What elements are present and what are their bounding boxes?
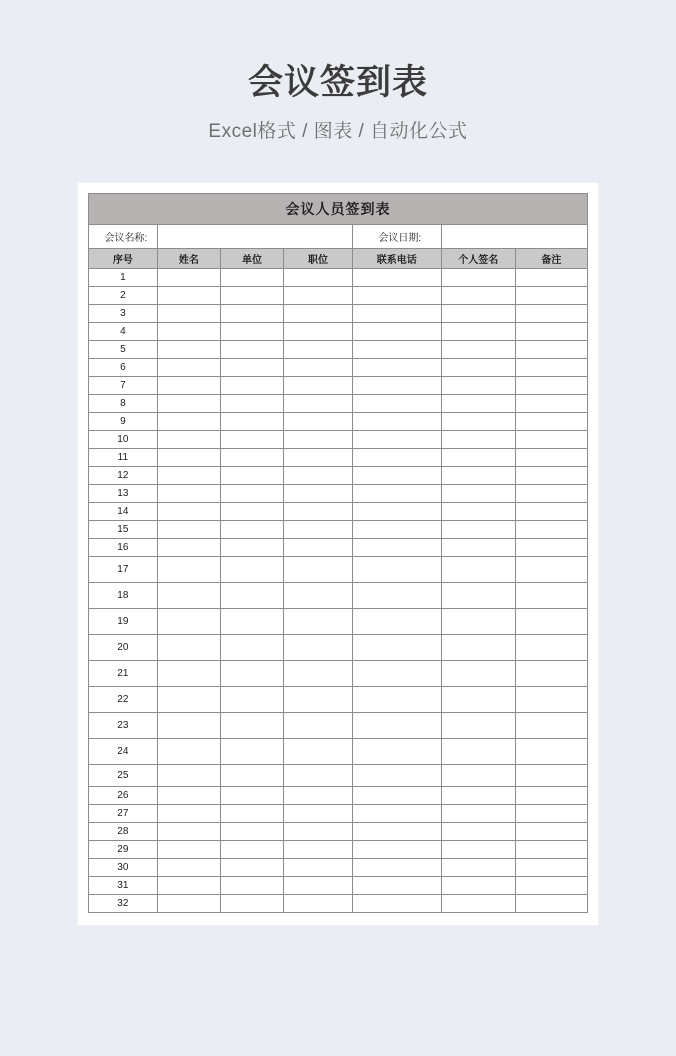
cell-name[interactable] xyxy=(157,305,220,323)
cell-phone[interactable] xyxy=(352,787,441,805)
cell-phone[interactable] xyxy=(352,431,441,449)
cell-unit[interactable] xyxy=(220,449,283,467)
cell-remark[interactable] xyxy=(515,305,587,323)
row-index: 11 xyxy=(89,449,158,467)
cell-position[interactable] xyxy=(284,713,353,739)
cell-unit[interactable] xyxy=(220,557,283,583)
cell-phone[interactable] xyxy=(352,503,441,521)
cell-phone[interactable] xyxy=(352,287,441,305)
cell-remark[interactable] xyxy=(515,805,587,823)
cell-signature[interactable] xyxy=(441,765,515,787)
cell-name[interactable] xyxy=(157,823,220,841)
cell-signature[interactable] xyxy=(441,661,515,687)
cell-phone[interactable] xyxy=(352,841,441,859)
column-header-phone: 联系电话 xyxy=(352,249,441,269)
cell-remark[interactable] xyxy=(515,859,587,877)
meeting-info-row xyxy=(89,225,588,249)
cell-name[interactable] xyxy=(157,413,220,431)
cell-remark[interactable] xyxy=(515,359,587,377)
cell-signature[interactable] xyxy=(441,713,515,739)
cell-name[interactable] xyxy=(157,713,220,739)
cell-phone[interactable] xyxy=(352,449,441,467)
cell-name[interactable] xyxy=(157,341,220,359)
table-row xyxy=(89,377,588,395)
cell-name[interactable] xyxy=(157,765,220,787)
cell-position[interactable] xyxy=(284,765,353,787)
table-row xyxy=(89,341,588,359)
cell-position[interactable] xyxy=(284,609,353,635)
cell-phone[interactable] xyxy=(352,557,441,583)
cell-name[interactable] xyxy=(157,377,220,395)
cell-signature[interactable] xyxy=(441,859,515,877)
cell-signature[interactable] xyxy=(441,635,515,661)
cell-position[interactable] xyxy=(284,805,353,823)
cell-phone[interactable] xyxy=(352,269,441,287)
row-index: 26 xyxy=(89,787,158,805)
cell-unit[interactable] xyxy=(220,323,283,341)
cell-position[interactable] xyxy=(284,661,353,687)
cell-signature[interactable] xyxy=(441,895,515,913)
table-row xyxy=(89,895,588,913)
cell-remark[interactable] xyxy=(515,377,587,395)
cell-remark[interactable] xyxy=(515,287,587,305)
cell-unit[interactable] xyxy=(220,539,283,557)
cell-remark[interactable] xyxy=(515,823,587,841)
cell-signature[interactable] xyxy=(441,485,515,503)
cell-signature[interactable] xyxy=(441,449,515,467)
cell-phone[interactable] xyxy=(352,521,441,539)
cell-unit[interactable] xyxy=(220,823,283,841)
row-index: 22 xyxy=(89,687,158,713)
cell-unit[interactable] xyxy=(220,305,283,323)
cell-signature[interactable] xyxy=(441,323,515,341)
row-index: 1 xyxy=(89,269,158,287)
cell-signature[interactable] xyxy=(441,377,515,395)
cell-remark[interactable] xyxy=(515,503,587,521)
cell-name[interactable] xyxy=(157,431,220,449)
cell-signature[interactable] xyxy=(441,341,515,359)
cell-phone[interactable] xyxy=(352,341,441,359)
cell-name[interactable] xyxy=(157,557,220,583)
cell-unit[interactable] xyxy=(220,359,283,377)
meeting-name-input[interactable] xyxy=(157,225,352,249)
cell-phone[interactable] xyxy=(352,305,441,323)
sheet-title: 会议人员签到表 xyxy=(89,194,588,225)
row-index: 16 xyxy=(89,539,158,557)
cell-remark[interactable] xyxy=(515,323,587,341)
row-index: 20 xyxy=(89,635,158,661)
cell-signature[interactable] xyxy=(441,841,515,859)
cell-signature[interactable] xyxy=(441,739,515,765)
cell-position[interactable] xyxy=(284,739,353,765)
cell-signature[interactable] xyxy=(441,305,515,323)
table-row xyxy=(89,395,588,413)
row-index: 21 xyxy=(89,661,158,687)
row-index: 9 xyxy=(89,413,158,431)
table-row xyxy=(89,787,588,805)
cell-phone[interactable] xyxy=(352,413,441,431)
cell-remark[interactable] xyxy=(515,841,587,859)
row-index: 29 xyxy=(89,841,158,859)
column-header-unit: 单位 xyxy=(220,249,283,269)
cell-name[interactable] xyxy=(157,787,220,805)
row-index: 13 xyxy=(89,485,158,503)
cell-signature[interactable] xyxy=(441,269,515,287)
cell-position[interactable] xyxy=(284,323,353,341)
cell-name[interactable] xyxy=(157,287,220,305)
table-row xyxy=(89,467,588,485)
cell-remark[interactable] xyxy=(515,521,587,539)
page-title: 会议签到表 xyxy=(247,63,428,102)
table-row xyxy=(89,323,588,341)
cell-unit[interactable] xyxy=(220,859,283,877)
cell-unit[interactable] xyxy=(220,739,283,765)
cell-signature[interactable] xyxy=(441,687,515,713)
table-row xyxy=(89,687,588,713)
table-row xyxy=(89,503,588,521)
column-header-index: 序号 xyxy=(89,249,158,269)
table-row xyxy=(89,739,588,765)
cell-name[interactable] xyxy=(157,395,220,413)
cell-position[interactable] xyxy=(284,823,353,841)
cell-remark[interactable] xyxy=(515,713,587,739)
cell-position[interactable] xyxy=(284,449,353,467)
table-row xyxy=(89,841,588,859)
cell-phone[interactable] xyxy=(352,539,441,557)
cell-unit[interactable] xyxy=(220,377,283,395)
meeting-name-label: 会议名称: xyxy=(89,225,158,249)
cell-phone[interactable] xyxy=(352,485,441,503)
cell-unit[interactable] xyxy=(220,635,283,661)
column-header-row xyxy=(89,249,588,269)
column-header-position: 职位 xyxy=(284,249,353,269)
cell-name[interactable] xyxy=(157,449,220,467)
meeting-date-input[interactable] xyxy=(441,225,587,249)
cell-position[interactable] xyxy=(284,557,353,583)
table-row xyxy=(89,269,588,287)
table-row xyxy=(89,359,588,377)
table-row xyxy=(89,661,588,687)
cell-signature[interactable] xyxy=(441,583,515,609)
cell-name[interactable] xyxy=(157,359,220,377)
cell-phone[interactable] xyxy=(352,583,441,609)
row-index: 30 xyxy=(89,859,158,877)
row-index: 28 xyxy=(89,823,158,841)
cell-remark[interactable] xyxy=(515,431,587,449)
cell-unit[interactable] xyxy=(220,269,283,287)
cell-position[interactable] xyxy=(284,787,353,805)
cell-unit[interactable] xyxy=(220,485,283,503)
table-row xyxy=(89,823,588,841)
cell-remark[interactable] xyxy=(515,395,587,413)
table-row xyxy=(89,521,588,539)
cell-unit[interactable] xyxy=(220,395,283,413)
cell-name[interactable] xyxy=(157,877,220,895)
cell-name[interactable] xyxy=(157,539,220,557)
cell-phone[interactable] xyxy=(352,323,441,341)
table-row xyxy=(89,431,588,449)
cell-phone[interactable] xyxy=(352,395,441,413)
cell-position[interactable] xyxy=(284,583,353,609)
cell-name[interactable] xyxy=(157,859,220,877)
cell-position[interactable] xyxy=(284,877,353,895)
cell-position[interactable] xyxy=(284,503,353,521)
cell-remark[interactable] xyxy=(515,877,587,895)
cell-unit[interactable] xyxy=(220,341,283,359)
cell-phone[interactable] xyxy=(352,859,441,877)
cell-signature[interactable] xyxy=(441,359,515,377)
row-index: 18 xyxy=(89,583,158,609)
table-row xyxy=(89,449,588,467)
cell-phone[interactable] xyxy=(352,805,441,823)
cell-phone[interactable] xyxy=(352,377,441,395)
cell-unit[interactable] xyxy=(220,687,283,713)
table-row xyxy=(89,765,588,787)
row-index: 8 xyxy=(89,395,158,413)
row-index: 4 xyxy=(89,323,158,341)
cell-phone[interactable] xyxy=(352,739,441,765)
cell-position[interactable] xyxy=(284,287,353,305)
cell-remark[interactable] xyxy=(515,449,587,467)
cell-signature[interactable] xyxy=(441,413,515,431)
cell-remark[interactable] xyxy=(515,485,587,503)
cell-unit[interactable] xyxy=(220,503,283,521)
row-index: 32 xyxy=(89,895,158,913)
cell-signature[interactable] xyxy=(441,467,515,485)
table-row xyxy=(89,635,588,661)
cell-phone[interactable] xyxy=(352,895,441,913)
cell-remark[interactable] xyxy=(515,539,587,557)
cell-signature[interactable] xyxy=(441,609,515,635)
table-row xyxy=(89,877,588,895)
cell-unit[interactable] xyxy=(220,787,283,805)
cell-name[interactable] xyxy=(157,485,220,503)
cell-signature[interactable] xyxy=(441,521,515,539)
cell-name[interactable] xyxy=(157,661,220,687)
cell-position[interactable] xyxy=(284,539,353,557)
cell-remark[interactable] xyxy=(515,895,587,913)
cell-unit[interactable] xyxy=(220,661,283,687)
cell-unit[interactable] xyxy=(220,431,283,449)
cell-remark[interactable] xyxy=(515,739,587,765)
table-row xyxy=(89,287,588,305)
cell-phone[interactable] xyxy=(352,713,441,739)
cell-phone[interactable] xyxy=(352,877,441,895)
meeting-date-label: 会议日期: xyxy=(352,225,441,249)
cell-unit[interactable] xyxy=(220,765,283,787)
table-row xyxy=(89,539,588,557)
cell-position[interactable] xyxy=(284,485,353,503)
row-index: 10 xyxy=(89,431,158,449)
cell-remark[interactable] xyxy=(515,269,587,287)
row-index: 2 xyxy=(89,287,158,305)
cell-position[interactable] xyxy=(284,859,353,877)
table-row xyxy=(89,713,588,739)
cell-unit[interactable] xyxy=(220,521,283,539)
cell-signature[interactable] xyxy=(441,395,515,413)
cell-position[interactable] xyxy=(284,635,353,661)
row-index: 31 xyxy=(89,877,158,895)
cell-name[interactable] xyxy=(157,739,220,765)
cell-phone[interactable] xyxy=(352,765,441,787)
cell-unit[interactable] xyxy=(220,841,283,859)
cell-remark[interactable] xyxy=(515,557,587,583)
cell-name[interactable] xyxy=(157,467,220,485)
cell-phone[interactable] xyxy=(352,687,441,713)
cell-unit[interactable] xyxy=(220,877,283,895)
cell-remark[interactable] xyxy=(515,467,587,485)
cell-signature[interactable] xyxy=(441,805,515,823)
cell-phone[interactable] xyxy=(352,635,441,661)
cell-name[interactable] xyxy=(157,269,220,287)
cell-position[interactable] xyxy=(284,841,353,859)
cell-unit[interactable] xyxy=(220,805,283,823)
row-index: 14 xyxy=(89,503,158,521)
cell-unit[interactable] xyxy=(220,609,283,635)
table-title-row xyxy=(89,194,588,225)
cell-position[interactable] xyxy=(284,359,353,377)
spreadsheet-card xyxy=(78,183,598,925)
cell-remark[interactable] xyxy=(515,661,587,687)
cell-position[interactable] xyxy=(284,305,353,323)
row-index: 3 xyxy=(89,305,158,323)
cell-signature[interactable] xyxy=(441,539,515,557)
row-index: 23 xyxy=(89,713,158,739)
cell-remark[interactable] xyxy=(515,413,587,431)
cell-position[interactable] xyxy=(284,895,353,913)
cell-phone[interactable] xyxy=(352,661,441,687)
table-row xyxy=(89,557,588,583)
cell-position[interactable] xyxy=(284,521,353,539)
cell-name[interactable] xyxy=(157,583,220,609)
cell-position[interactable] xyxy=(284,269,353,287)
cell-name[interactable] xyxy=(157,521,220,539)
row-index: 19 xyxy=(89,609,158,635)
column-header-signature: 个人签名 xyxy=(441,249,515,269)
cell-signature[interactable] xyxy=(441,431,515,449)
cell-remark[interactable] xyxy=(515,687,587,713)
cell-position[interactable] xyxy=(284,395,353,413)
row-index: 12 xyxy=(89,467,158,485)
row-index: 5 xyxy=(89,341,158,359)
cell-signature[interactable] xyxy=(441,787,515,805)
cell-remark[interactable] xyxy=(515,609,587,635)
cell-position[interactable] xyxy=(284,413,353,431)
cell-position[interactable] xyxy=(284,341,353,359)
table-row xyxy=(89,413,588,431)
table-row xyxy=(89,305,588,323)
cell-name[interactable] xyxy=(157,323,220,341)
row-index: 24 xyxy=(89,739,158,765)
table-row xyxy=(89,485,588,503)
signin-table xyxy=(88,193,588,913)
cell-phone[interactable] xyxy=(352,359,441,377)
cell-unit[interactable] xyxy=(220,713,283,739)
table-body xyxy=(89,194,588,913)
cell-unit[interactable] xyxy=(220,413,283,431)
cell-name[interactable] xyxy=(157,503,220,521)
table-row xyxy=(89,859,588,877)
table-row xyxy=(89,583,588,609)
cell-name[interactable] xyxy=(157,841,220,859)
cell-remark[interactable] xyxy=(515,765,587,787)
row-index: 17 xyxy=(89,557,158,583)
cell-remark[interactable] xyxy=(515,341,587,359)
row-index: 27 xyxy=(89,805,158,823)
table-row xyxy=(89,805,588,823)
cell-phone[interactable] xyxy=(352,823,441,841)
cell-name[interactable] xyxy=(157,635,220,661)
cell-phone[interactable] xyxy=(352,467,441,485)
row-index: 15 xyxy=(89,521,158,539)
cell-name[interactable] xyxy=(157,609,220,635)
cell-name[interactable] xyxy=(157,895,220,913)
cell-unit[interactable] xyxy=(220,895,283,913)
row-index: 25 xyxy=(89,765,158,787)
cell-signature[interactable] xyxy=(441,877,515,895)
cell-position[interactable] xyxy=(284,431,353,449)
page-header xyxy=(0,0,676,143)
cell-name[interactable] xyxy=(157,805,220,823)
cell-unit[interactable] xyxy=(220,583,283,609)
cell-signature[interactable] xyxy=(441,503,515,521)
row-index: 7 xyxy=(89,377,158,395)
column-header-name: 姓名 xyxy=(157,249,220,269)
cell-signature[interactable] xyxy=(441,557,515,583)
cell-remark[interactable] xyxy=(515,583,587,609)
cell-remark[interactable] xyxy=(515,787,587,805)
cell-remark[interactable] xyxy=(515,635,587,661)
cell-signature[interactable] xyxy=(441,823,515,841)
cell-position[interactable] xyxy=(284,377,353,395)
cell-phone[interactable] xyxy=(352,609,441,635)
row-index: 6 xyxy=(89,359,158,377)
cell-position[interactable] xyxy=(284,687,353,713)
cell-position[interactable] xyxy=(284,467,353,485)
column-header-remark: 备注 xyxy=(515,249,587,269)
cell-unit[interactable] xyxy=(220,467,283,485)
cell-name[interactable] xyxy=(157,687,220,713)
table-row xyxy=(89,609,588,635)
cell-signature[interactable] xyxy=(441,287,515,305)
cell-unit[interactable] xyxy=(220,287,283,305)
page-subtitle: Excel格式 / 图表 / 自动化公式 xyxy=(208,121,468,142)
